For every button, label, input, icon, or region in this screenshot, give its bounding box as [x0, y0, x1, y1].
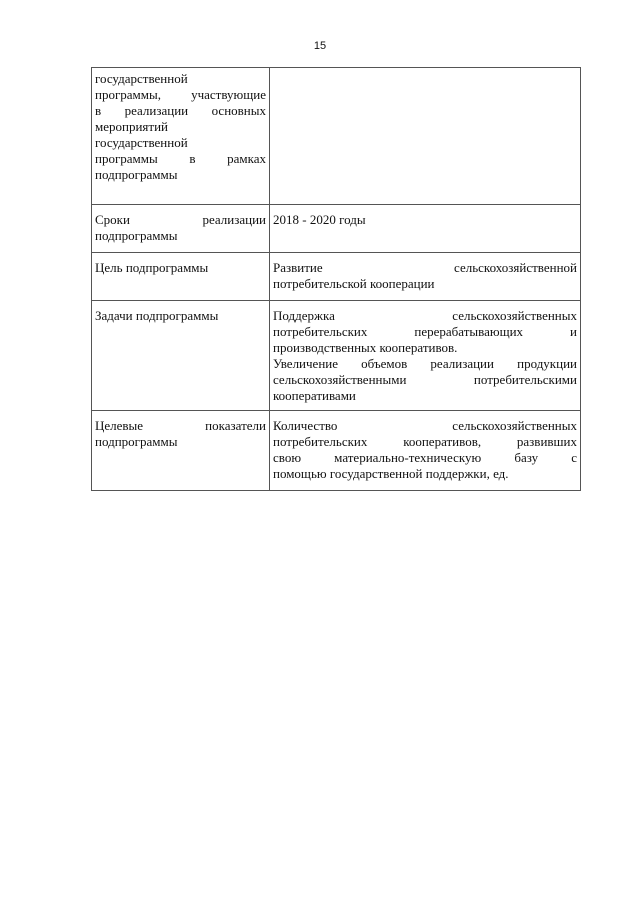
row-value-targets: Количество сельскохозяйственных потребительских кооперативов, развивших свою материально-техническую базу с помощью государственной поддержки, ед. [270, 411, 581, 491]
row-value-period: 2018 - 2020 годы [270, 205, 581, 253]
subprogram-passport-table [91, 67, 581, 491]
table-row-period [92, 205, 581, 253]
table-row-targets [92, 411, 581, 491]
row-label-tasks: Задачи подпрограммы [92, 301, 270, 411]
table-row-goal [92, 253, 581, 301]
row-value-tasks: Поддержка сельскохозяйственных потребительских перерабатывающих и производственных кооперативов. Увеличение объемов реализации продукции сельскохозяйственными потребительскими кооперативами [270, 301, 581, 411]
row-value-goal: Развитие сельскохозяйственной потребительской кооперации [270, 253, 581, 301]
row-label-period: Сроки реализации подпрограммы [92, 205, 270, 253]
table-row-participants [92, 68, 581, 205]
row-label-participants: государственной программы, участвующие в реализации основных мероприятий государственной программы в рамках подпрограммы [92, 68, 270, 205]
page-number: 15 [313, 40, 327, 52]
row-label-goal: Цель подпрограммы [92, 253, 270, 301]
row-label-targets: Целевые показатели подпрограммы [92, 411, 270, 491]
row-value-participants [270, 68, 581, 205]
table-row-tasks [92, 301, 581, 411]
